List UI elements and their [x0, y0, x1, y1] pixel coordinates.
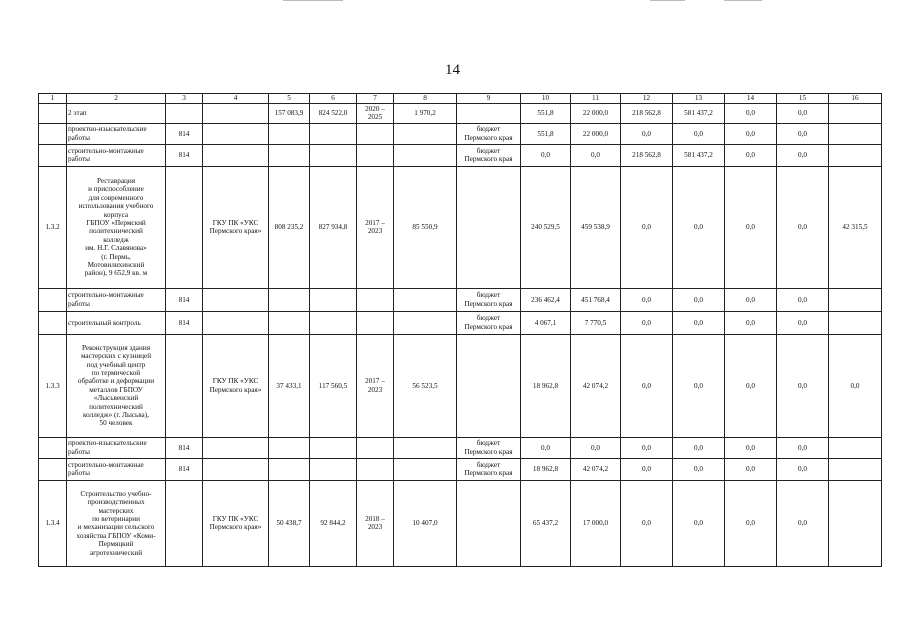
table-cell: 0,0: [725, 288, 777, 311]
table-cell: 0,0: [777, 104, 829, 124]
table-cell: 0,0: [777, 334, 829, 437]
table-cell: [829, 458, 882, 480]
table-row: [39, 288, 882, 311]
table-cell: 814: [166, 288, 203, 311]
table-cell: 0,0: [725, 123, 777, 144]
table-cell: бюджет Пермского края: [457, 458, 521, 480]
table-cell: [203, 437, 269, 458]
column-header: 2: [67, 94, 166, 104]
table-cell: [203, 123, 269, 144]
table-cell: 18 962,8: [521, 334, 571, 437]
table-cell: строительно-монтажные работы: [67, 458, 166, 480]
table-cell: 2 этап: [67, 104, 166, 124]
table-cell: Строительство учебно- производственных мастерских по ветеринарии и механизации сельского хозяйства ГБПОУ «Коми- Пермяцкий агротехнический: [67, 480, 166, 566]
table-cell: 814: [166, 458, 203, 480]
table-cell: проектно-изыскательские работы: [67, 123, 166, 144]
table-cell: [39, 123, 67, 144]
column-header: 5: [269, 94, 310, 104]
table-cell: [357, 311, 394, 334]
table-cell: 65 437,2: [521, 480, 571, 566]
table-cell: [39, 104, 67, 124]
table-cell: 814: [166, 144, 203, 166]
table-cell: проектно-изыскательские работы: [67, 437, 166, 458]
table-cell: 18 962,8: [521, 458, 571, 480]
table-cell: 0,0: [621, 123, 673, 144]
column-header: 4: [203, 94, 269, 104]
table-cell: [357, 458, 394, 480]
table-cell: [394, 458, 457, 480]
table-cell: [310, 311, 357, 334]
table-cell: 56 523,5: [394, 334, 457, 437]
table-cell: [357, 144, 394, 166]
table-cell: 2018 – 2023: [357, 480, 394, 566]
table-cell: Реставрация и приспособление для современного использования учебного корпуса ГБПОУ «Пермский политехнический колледж им. Н.Г. Славянова» (г. Пермь, Мотовилихинский район), 9 652,9 кв. м: [67, 166, 166, 288]
table-cell: [394, 288, 457, 311]
table-cell: 0,0: [673, 166, 725, 288]
table-cell: 0,0: [777, 123, 829, 144]
table-cell: 2020 – 2025: [357, 104, 394, 124]
table-cell: [203, 288, 269, 311]
table-cell: [39, 144, 67, 166]
table-cell: 824 522,0: [310, 104, 357, 124]
column-header: 16: [829, 94, 882, 104]
table-cell: 0,0: [777, 458, 829, 480]
column-header: 15: [777, 94, 829, 104]
table-cell: 0,0: [777, 166, 829, 288]
table-cell: 808 235,2: [269, 166, 310, 288]
column-header: 3: [166, 94, 203, 104]
table-cell: [166, 334, 203, 437]
table-cell: 0,0: [725, 104, 777, 124]
table-cell: бюджет Пермского края: [457, 311, 521, 334]
table-cell: 0,0: [725, 437, 777, 458]
table-cell: 0,0: [621, 458, 673, 480]
table-cell: 117 560,5: [310, 334, 357, 437]
table-row: [39, 437, 882, 458]
table-cell: ГКУ ПК «УКС Пермского края»: [203, 166, 269, 288]
table-cell: 0,0: [725, 334, 777, 437]
table-cell: 4 067,1: [521, 311, 571, 334]
table-cell: 1.3.2: [39, 166, 67, 288]
table-cell: 22 000,0: [571, 104, 621, 124]
table-row: [39, 123, 882, 144]
table-row: [39, 104, 882, 124]
table-cell: [166, 480, 203, 566]
table-cell: 0,0: [725, 311, 777, 334]
table-cell: 0,0: [621, 288, 673, 311]
table-cell: 22 000,0: [571, 123, 621, 144]
table-cell: бюджет Пермского края: [457, 288, 521, 311]
table-cell: [829, 311, 882, 334]
table-cell: 236 462,4: [521, 288, 571, 311]
table-cell: [829, 123, 882, 144]
table-cell: [457, 104, 521, 124]
table-row: [39, 144, 882, 166]
table-cell: 0,0: [777, 437, 829, 458]
table-cell: 0,0: [777, 311, 829, 334]
table-cell: 581 437,2: [673, 104, 725, 124]
table-cell: 218 562,8: [621, 144, 673, 166]
table-cell: 240 529,5: [521, 166, 571, 288]
table-cell: 459 538,9: [571, 166, 621, 288]
table-header-row: [39, 94, 882, 104]
column-header: 1: [39, 94, 67, 104]
table-cell: 0,0: [571, 144, 621, 166]
column-header: 13: [673, 94, 725, 104]
table-cell: [39, 311, 67, 334]
table-cell: 2017 – 2023: [357, 166, 394, 288]
table-row: [39, 166, 882, 288]
table-cell: [310, 437, 357, 458]
table-cell: 0,0: [777, 144, 829, 166]
column-header: 8: [394, 94, 457, 104]
table-cell: 37 433,1: [269, 334, 310, 437]
table-cell: 0,0: [725, 458, 777, 480]
table-cell: 42 074,2: [571, 458, 621, 480]
table-cell: 0,0: [621, 334, 673, 437]
top-edge-line: [650, 0, 685, 1]
table-cell: 0,0: [673, 437, 725, 458]
table-cell: 0,0: [673, 311, 725, 334]
table-cell: [269, 458, 310, 480]
table-cell: 0,0: [777, 480, 829, 566]
table-cell: [394, 144, 457, 166]
table-cell: [394, 311, 457, 334]
table-cell: 814: [166, 311, 203, 334]
table-cell: 42 074,2: [571, 334, 621, 437]
table-cell: 0,0: [621, 437, 673, 458]
table-cell: [457, 166, 521, 288]
table-cell: 1 970,2: [394, 104, 457, 124]
table-cell: 10 407,0: [394, 480, 457, 566]
table-cell: 814: [166, 123, 203, 144]
table-cell: [203, 311, 269, 334]
table-cell: [39, 458, 67, 480]
table-cell: 1.3.4: [39, 480, 67, 566]
table-cell: [203, 104, 269, 124]
table-cell: строительно-монтажные работы: [67, 144, 166, 166]
table-cell: 551,8: [521, 104, 571, 124]
column-header: 11: [571, 94, 621, 104]
table-cell: строительно-монтажные работы: [67, 288, 166, 311]
table-cell: 0,0: [777, 288, 829, 311]
table-cell: [829, 104, 882, 124]
table-cell: [269, 311, 310, 334]
table-cell: [269, 437, 310, 458]
table-cell: [357, 288, 394, 311]
table-cell: ГКУ ПК «УКС Пермского края»: [203, 480, 269, 566]
column-header: 9: [457, 94, 521, 104]
table-cell: [829, 437, 882, 458]
table-cell: 0,0: [521, 144, 571, 166]
table-cell: 581 437,2: [673, 144, 725, 166]
table-cell: 157 083,9: [269, 104, 310, 124]
table-row: [39, 480, 882, 566]
table-cell: 0,0: [673, 480, 725, 566]
table-cell: бюджет Пермского края: [457, 437, 521, 458]
table-cell: 0,0: [725, 144, 777, 166]
table-cell: 0,0: [571, 437, 621, 458]
table-row: [39, 334, 882, 437]
table-cell: 0,0: [621, 480, 673, 566]
table-cell: 0,0: [725, 166, 777, 288]
table-cell: 17 000,0: [571, 480, 621, 566]
table-cell: [310, 144, 357, 166]
table-cell: [310, 123, 357, 144]
table-cell: 0,0: [829, 334, 882, 437]
table-cell: [203, 458, 269, 480]
top-edge-line: [724, 0, 762, 1]
table-cell: [39, 437, 67, 458]
table-cell: Реконструкция здания мастерских с кузницей под учебный центр по термической обработке и деформации металлов ГБПОУ «Лысьвенский политехнический колледж» (г. Лысьва), 50 человек: [67, 334, 166, 437]
table-cell: [166, 104, 203, 124]
table-cell: [394, 437, 457, 458]
table-cell: [357, 437, 394, 458]
table-cell: ГКУ ПК «УКС Пермского края»: [203, 334, 269, 437]
column-header: 6: [310, 94, 357, 104]
table-cell: 0,0: [725, 480, 777, 566]
column-header: 14: [725, 94, 777, 104]
table-cell: [269, 288, 310, 311]
table-cell: 0,0: [673, 334, 725, 437]
table-cell: 0,0: [673, 458, 725, 480]
table-cell: [357, 123, 394, 144]
table-cell: 92 844,2: [310, 480, 357, 566]
table-cell: [269, 144, 310, 166]
table-cell: 451 768,4: [571, 288, 621, 311]
table-cell: 551,8: [521, 123, 571, 144]
table-cell: 0,0: [621, 311, 673, 334]
program-table: [38, 93, 882, 567]
table-cell: [166, 166, 203, 288]
table-cell: [310, 458, 357, 480]
top-edge-line: [283, 0, 343, 1]
table-cell: бюджет Пермского края: [457, 144, 521, 166]
table-cell: строительный контроль: [67, 311, 166, 334]
table-cell: [457, 480, 521, 566]
table-cell: [203, 144, 269, 166]
table-cell: 2017 – 2023: [357, 334, 394, 437]
table-cell: 85 550,9: [394, 166, 457, 288]
table-cell: [39, 288, 67, 311]
table-cell: 7 770,5: [571, 311, 621, 334]
table-cell: бюджет Пермского края: [457, 123, 521, 144]
table-cell: 42 315,5: [829, 166, 882, 288]
table-cell: 814: [166, 437, 203, 458]
table-cell: [457, 334, 521, 437]
table-cell: 0,0: [621, 166, 673, 288]
table-cell: [310, 288, 357, 311]
table-cell: 0,0: [521, 437, 571, 458]
table-cell: [269, 123, 310, 144]
page-number: 14: [445, 62, 460, 78]
column-header: 7: [357, 94, 394, 104]
table-row: [39, 311, 882, 334]
table-row: [39, 458, 882, 480]
table-cell: 1.3.3: [39, 334, 67, 437]
table-cell: [394, 123, 457, 144]
table-cell: [829, 288, 882, 311]
table-cell: 50 438,7: [269, 480, 310, 566]
table-cell: 0,0: [673, 288, 725, 311]
table-cell: 0,0: [673, 123, 725, 144]
table-cell: [829, 480, 882, 566]
table-cell: 218 562,8: [621, 104, 673, 124]
column-header: 12: [621, 94, 673, 104]
column-header: 10: [521, 94, 571, 104]
table-cell: 827 934,8: [310, 166, 357, 288]
table-cell: [829, 144, 882, 166]
